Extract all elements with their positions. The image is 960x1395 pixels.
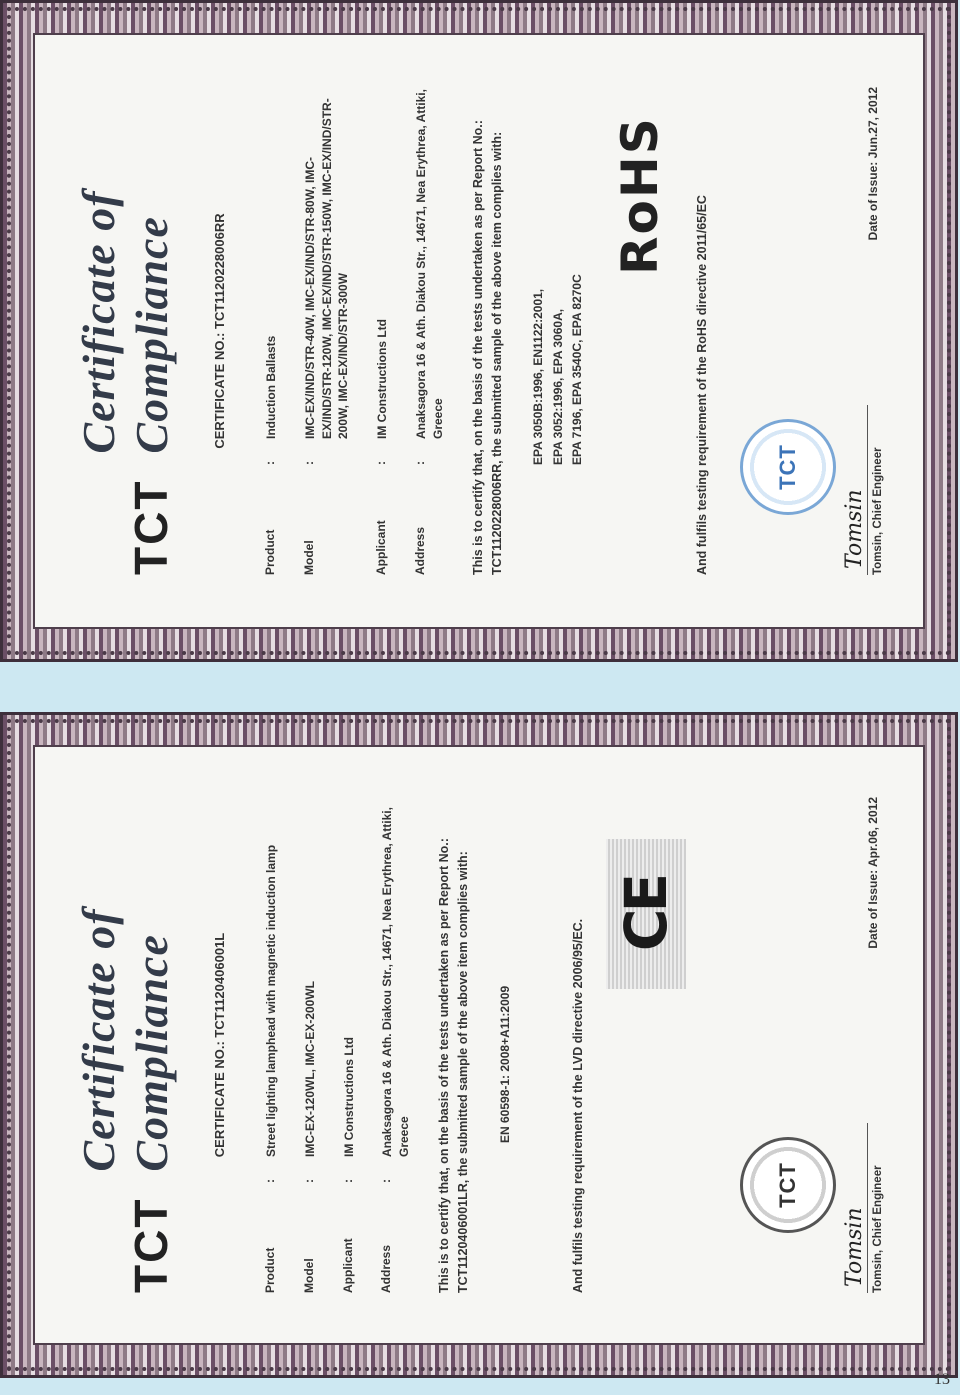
field-label: Address (379, 1244, 394, 1293)
certificate-paper (33, 33, 925, 629)
certificate-footer (740, 797, 884, 1293)
tct-seal-icon (740, 419, 836, 515)
field-value: Anaksagora 16 & Ath. Diakou Str., 14671, Nea Erythrea, Attiki, Greece (380, 807, 412, 1157)
field-value: Street lighting lamphead with magnetic induction lamp (264, 844, 278, 1157)
field-label: Model (301, 1258, 316, 1293)
page-number: 13 (934, 1371, 950, 1388)
tct-seal-icon (740, 1137, 836, 1233)
tct-logo: TCT (125, 479, 177, 575)
standards-list (529, 87, 587, 465)
certificate-fields (263, 797, 413, 1293)
field-label: Applicant (340, 1238, 355, 1293)
certificate-fields (263, 87, 447, 575)
certificate-footer (740, 87, 884, 575)
field-label: Product (263, 529, 277, 575)
certificate-paper (33, 745, 925, 1345)
field-row-model (302, 87, 352, 575)
signer-name: Tomsin, Chief Engineer (867, 405, 884, 575)
signature: Tomsin (842, 1207, 867, 1287)
standards-list (496, 797, 515, 1143)
field-row-address (413, 87, 447, 575)
field-value: Induction Ballasts (264, 335, 278, 439)
field-separator: : (374, 461, 389, 465)
ce-mark-icon (606, 839, 686, 989)
field-label: Applicant (374, 520, 389, 575)
signer-name: Tomsin, Chief Engineer (867, 1123, 884, 1293)
field-separator: : (340, 1179, 355, 1183)
field-row-product (263, 797, 280, 1293)
field-separator: : (301, 1179, 316, 1183)
field-separator: : (263, 461, 277, 465)
issue-date: Date of Issue: Jun.27, 2012 (866, 87, 880, 241)
certificate-title: Certificate of Compliance (73, 908, 177, 1172)
field-separator: : (412, 461, 427, 465)
directive-statement: And fulfils testing requirement of the LVD directive 2006/95/EC. (570, 918, 585, 1293)
field-label: Product (263, 1247, 277, 1293)
certificate-number: CERTIFICATE NO.: TCT1120406001L (212, 932, 227, 1158)
signer-block (740, 1093, 884, 1293)
field-separator: : (301, 461, 316, 465)
directive-statement: And fulfils testing requirement of the RoHS directive 2011/65/EC (694, 195, 709, 575)
certificate-content (54, 61, 904, 601)
tct-logo: TCT (125, 1197, 177, 1293)
field-separator: : (379, 1179, 394, 1183)
issue-date: Date of Issue: Apr.06, 2012 (866, 797, 880, 949)
certification-statement: This is to certify that, on the basis of the tests undertaken as per Report No.: TCT1120228006RR, the submitted sample of the above item complies with: (470, 120, 504, 575)
standard-item: EPA 3050B:1996, EN1122:2001, (531, 288, 546, 465)
signature: Tomsin (842, 489, 867, 569)
standard-item: EPA 3052:1996, EPA 3060A, (550, 308, 565, 465)
field-row-address (379, 797, 413, 1293)
field-row-applicant (374, 87, 391, 575)
signer-block (740, 375, 884, 575)
seal-text: TCT (775, 1162, 800, 1208)
certificate-ce (0, 712, 958, 1378)
certificate-title: Certificate of Compliance (73, 190, 177, 454)
field-label: Model (301, 540, 316, 575)
field-row-model (302, 797, 319, 1293)
certificate-content (54, 771, 904, 1319)
standard-item: EPA 7196, EPA 3540C, EPA 8270C (569, 274, 584, 465)
ce-mark-text: CE (612, 876, 680, 952)
certificate-rohs (0, 0, 958, 662)
certificate-number: CERTIFICATE NO.: TCT1120228006RR (212, 213, 227, 449)
field-label: Address (412, 526, 427, 575)
standard-item: EN 60598-1: 2008+A11:2009 (497, 985, 512, 1143)
field-row-product (263, 87, 280, 575)
rohs-mark: RoHS (610, 116, 669, 275)
certification-statement: This is to certify that, on the basis of the tests undertaken as per Report No.: TCT1120406001LR, the submitted sample of the above item complies with: (436, 838, 471, 1293)
field-value: IM Constructions Ltd (341, 1037, 356, 1157)
field-value: IM Constructions Ltd (375, 319, 390, 439)
field-value: IMC-EX-120WL, IMC-EX-200WL (302, 980, 317, 1157)
field-value: IMC-EX/IND/STR-40W, IMC-EX/IND/STR-80W, IMC-EX/IND/STR-120W, IMC-EX/IND/STR-150W, IMC-EX/IND/STR-200W, IMC-EX/IND/STR-300W (302, 98, 351, 439)
seal-text: TCT (775, 444, 800, 490)
field-separator: : (263, 1179, 277, 1183)
field-row-applicant (341, 797, 358, 1293)
field-value: Anaksagora 16 & Ath. Diakou Str., 14671, Nea Erythrea, Attiki, Greece (413, 89, 445, 439)
